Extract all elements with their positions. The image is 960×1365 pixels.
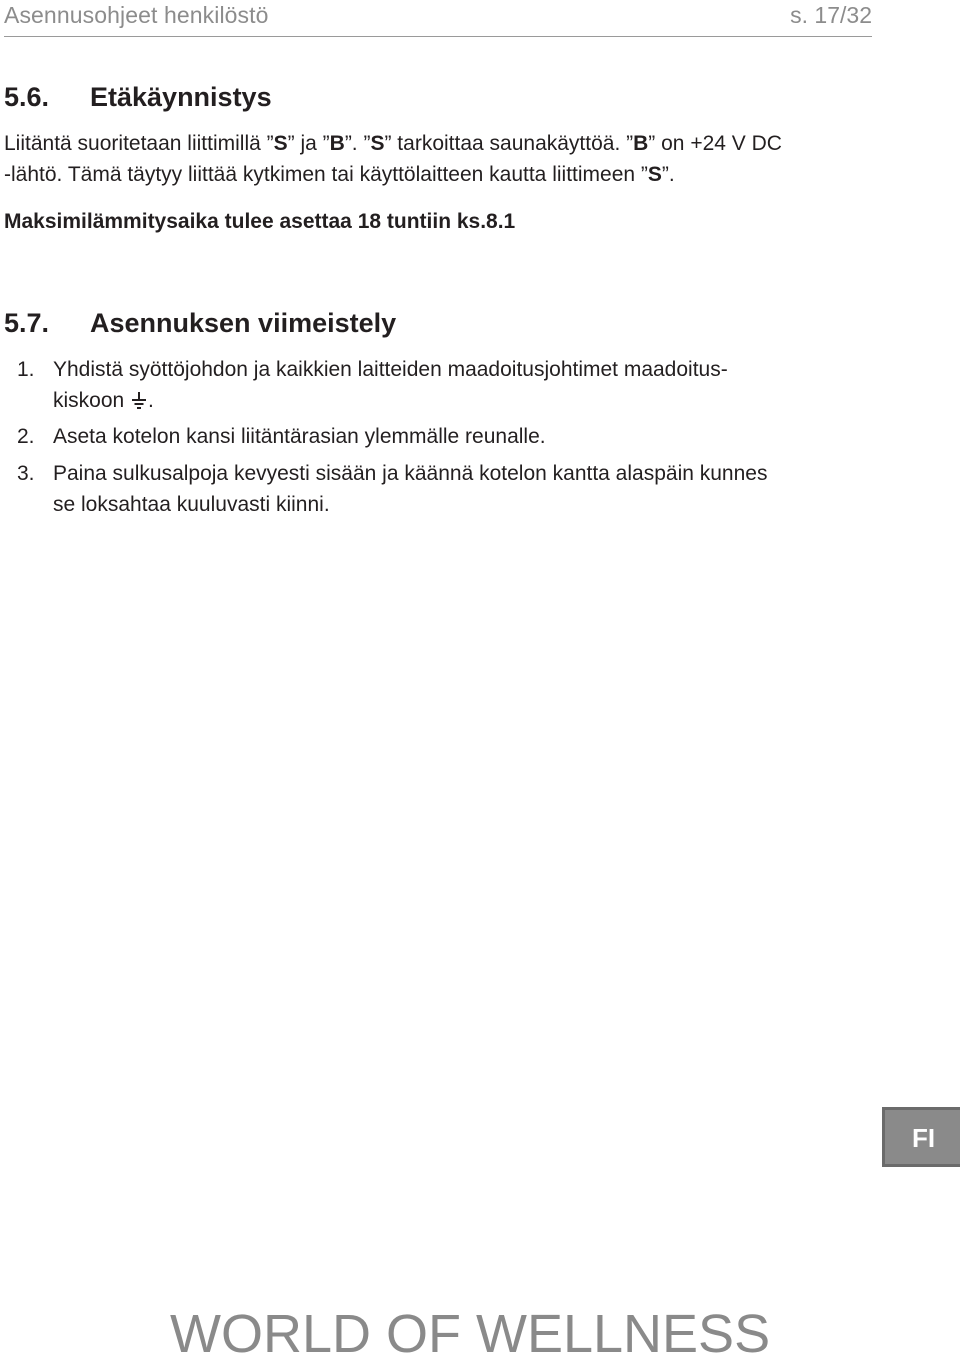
step-number: 3. <box>17 462 35 485</box>
text-fragment: ”. ” <box>344 132 371 155</box>
text-fragment: ”. <box>661 163 675 186</box>
text-fragment: ” on +24 V DC <box>648 132 782 155</box>
text-fragment: Liitäntä suoritetaan liittimillä ” <box>4 132 274 155</box>
terminal-b-label: B <box>633 132 649 155</box>
terminal-s-label: S <box>370 132 385 155</box>
terminal-b-label: B <box>329 132 345 155</box>
brand-logo-text: WORLD OF WELLNESS <box>170 1304 771 1364</box>
document-title: Asennusohjeet henkilöstö <box>4 2 269 28</box>
step-number: 2. <box>17 425 35 448</box>
ground-symbol-icon <box>130 390 148 410</box>
section-heading-5-6 <box>4 82 272 113</box>
terminal-s-label: S <box>647 163 662 186</box>
section-heading-5-7 <box>4 308 396 339</box>
section-number: 5.6. <box>4 82 50 112</box>
text-fragment: ” tarkoittaa saunakäyttöä. ” <box>384 132 634 155</box>
page-header <box>4 0 872 37</box>
language-label: FI <box>912 1123 936 1153</box>
heating-time-note: Maksimilämmitysaika tulee asettaa 18 tuntiin ks.8.1 <box>4 210 516 233</box>
text-fragment: Paina sulkusalpoja kevyesti sisään ja käännä kotelon kantta alaspäin kunnes <box>53 462 768 485</box>
language-tab <box>882 1107 960 1167</box>
section-title: Etäkäynnistys <box>90 82 272 112</box>
section-title: Asennuksen viimeistely <box>90 308 397 338</box>
text-fragment: . <box>148 389 154 412</box>
step-item-1 <box>17 354 877 416</box>
section-number: 5.7. <box>4 308 50 338</box>
page-number: s. 17/32 <box>790 2 872 28</box>
text-fragment: -lähtö. Tämä täytyy liittää kytkimen tai käyttölaitteen kautta liittimeen ” <box>4 163 648 186</box>
text-fragment: ” ja ” <box>287 132 330 155</box>
step-number: 1. <box>17 358 35 381</box>
text-fragment: kiskoon <box>53 389 131 412</box>
terminal-s-label: S <box>273 132 288 155</box>
step-text: Aseta kotelon kansi liitäntärasian ylemmälle reunalle. <box>53 425 546 448</box>
step-item-3 <box>17 458 877 520</box>
step-text <box>53 458 877 520</box>
text-fragment: Yhdistä syöttöjohdon ja kaikkien laitteiden maadoitusjohtimet maadoitus- <box>53 358 728 381</box>
step-text <box>53 354 877 416</box>
step-item-2 <box>17 421 877 452</box>
paragraph-connection <box>4 128 874 190</box>
text-fragment: se loksahtaa kuuluvasti kiinni. <box>53 493 330 516</box>
